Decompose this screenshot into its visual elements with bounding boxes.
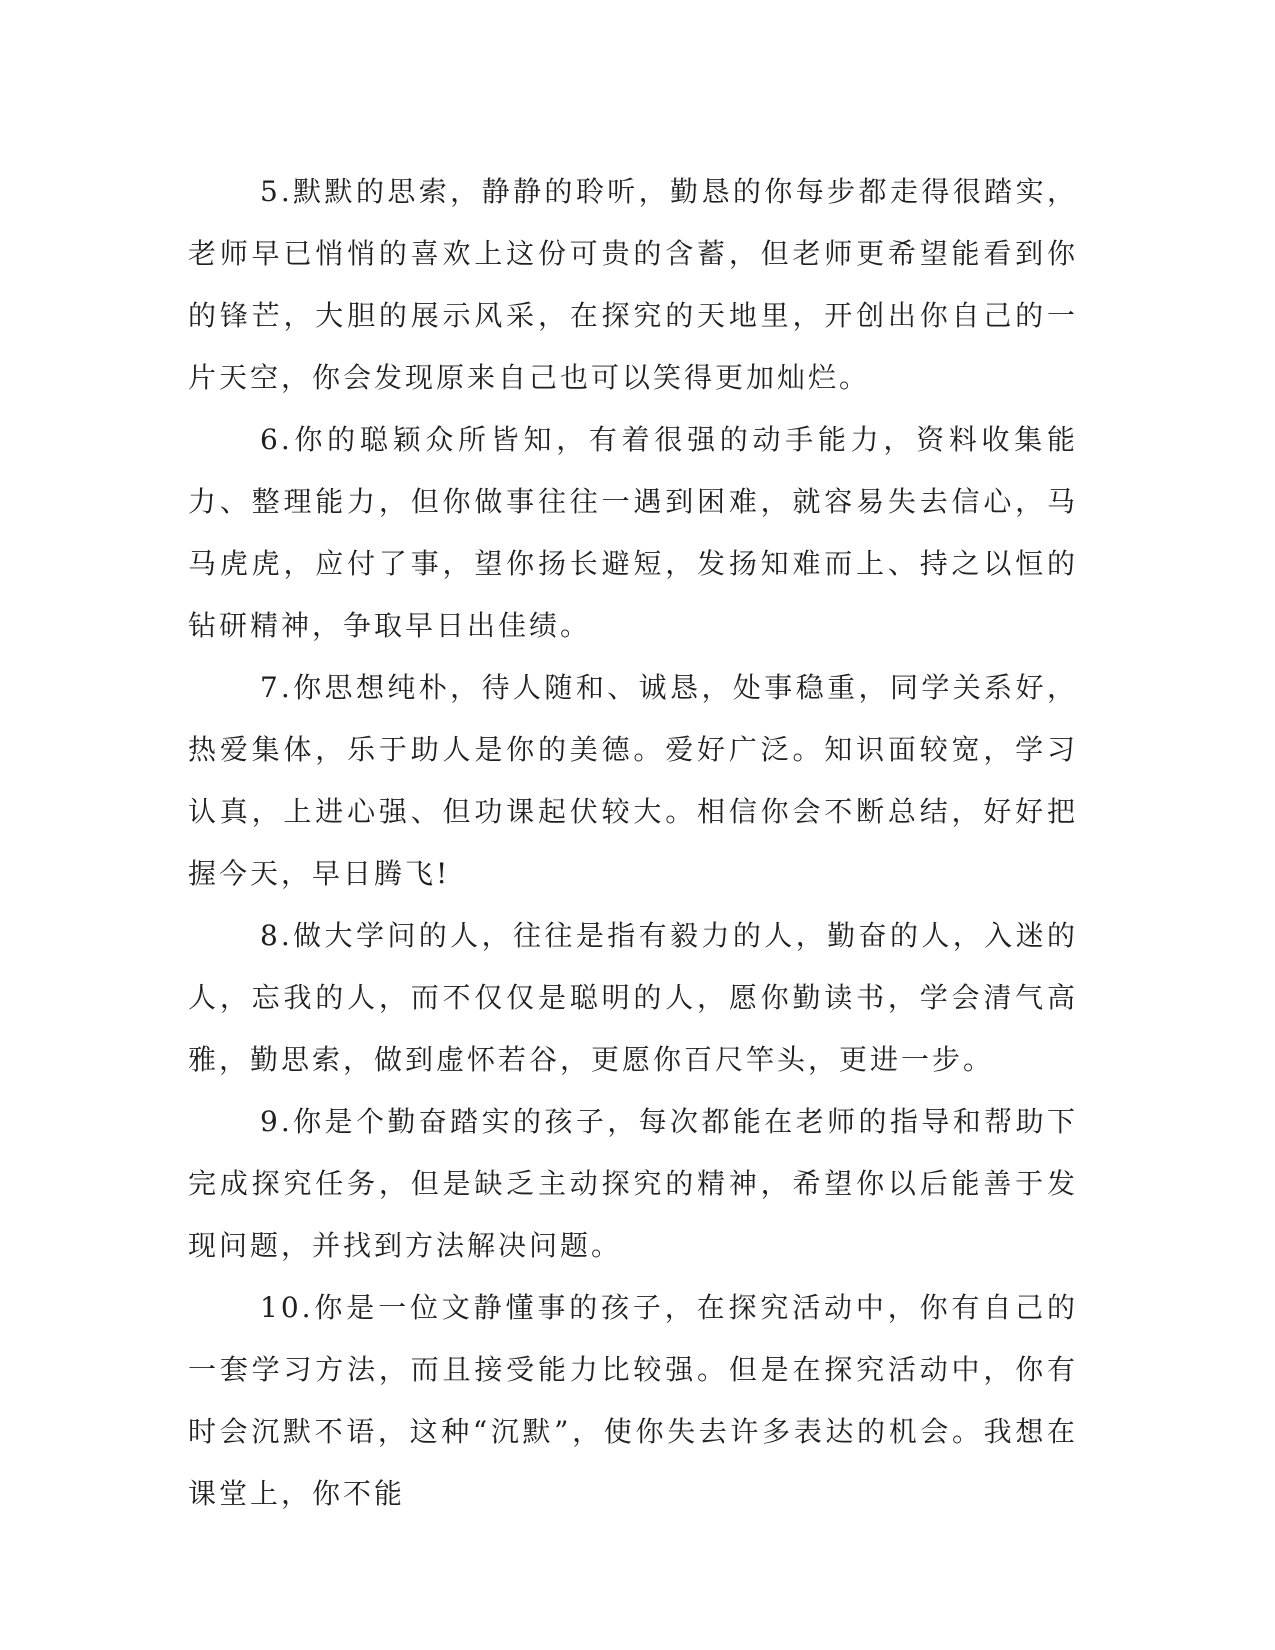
comment-paragraph-6: 6.你的聪颖众所皆知，有着很强的动手能力，资料收集能力、整理能力，但你做事往往一遇到困难，就容易失去信心，马马虎虎，应付了事，望你扬长避短，发扬知难而上、持之以恒的钻研精神，争取早日出佳绩。 [188, 423, 1078, 642]
comment-paragraph-7: 7.你思想纯朴，待人随和、诚恳，处事稳重，同学关系好，热爱集体，乐于助人是你的美德。爱好广泛。知识面较宽，学习认真，上进心强、但功课起伏较大。相信你会不断总结，好好把握今天，早日腾飞! [188, 671, 1078, 890]
comment-paragraph-9: 9.你是个勤奋踏实的孩子，每次都能在老师的指导和帮助下完成探究任务，但是缺乏主动探究的精神，希望你以后能善于发现问题，并找到方法解决问题。 [188, 1105, 1078, 1262]
document-body [188, 161, 1078, 1525]
comment-paragraph-8: 8.做大学问的人，往往是指有毅力的人，勤奋的人，入迷的人，忘我的人，而不仅仅是聪明的人，愿你勤读书，学会清气高雅，勤思索，做到虚怀若谷，更愿你百尺竿头，更进一步。 [188, 919, 1078, 1076]
comment-paragraph-5: 5.默默的思索，静静的聆听，勤恳的你每步都走得很踏实，老师早已悄悄的喜欢上这份可贵的含蓄，但老师更希望能看到你的锋芒，大胆的展示风采，在探究的天地里，开创出你自己的一片天空，你会发现原来自己也可以笑得更加灿烂。 [188, 175, 1078, 394]
comment-paragraph-10: 10.你是一位文静懂事的孩子，在探究活动中，你有自己的一套学习方法，而且接受能力比较强。但是在探究活动中，你有时会沉默不语，这种“沉默”，使你失去许多表达的机会。我想在课堂上，你不能 [188, 1291, 1078, 1510]
